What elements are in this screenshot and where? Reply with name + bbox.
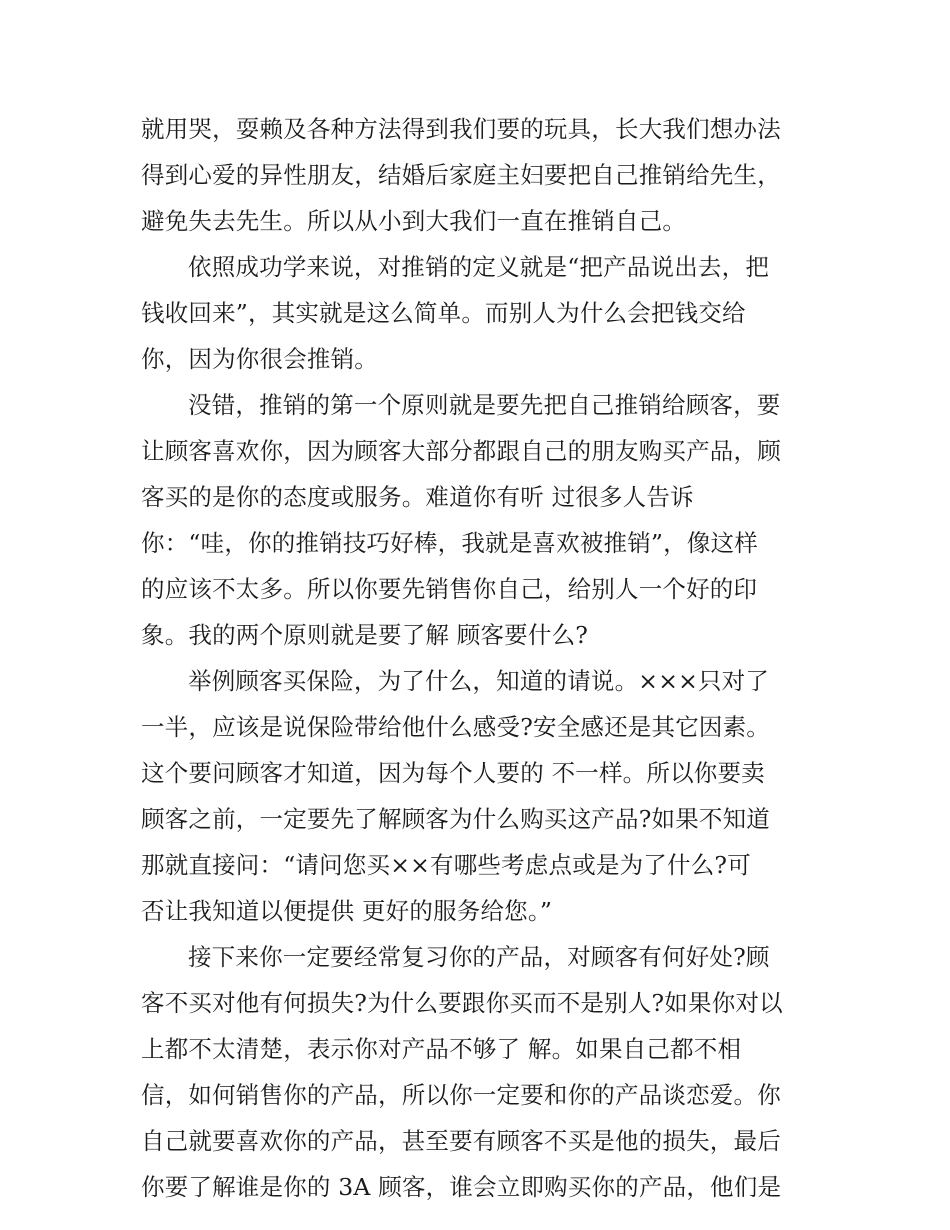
text-line: 避免失去先生。所以从小到大我们一直在推销自己。 xyxy=(141,207,687,235)
text-line: 客不买对他有何损失?为什么要跟你买而不是别人?如果你对以 xyxy=(141,989,783,1017)
text-line: 钱收回来”，其实就是这么简单。而别人为什么会把钱交给 xyxy=(141,299,746,327)
text-line: 就用哭，耍赖及各种方法得到我们要的玩具，长大我们想办法 xyxy=(141,115,781,143)
paragraph-first-line: 举例顾客买保险，为了什么，知道的请说。×××只对了 xyxy=(188,667,770,695)
text-line: 信，如何销售你的产品，所以你一定要和你的产品谈恋爱。你 xyxy=(141,1081,781,1109)
text-line: 顾客之前，一定要先了解顾客为什么购买这产品?如果不知道 xyxy=(141,805,770,833)
paragraph-first-line: 没错，推销的第一个原则就是要先把自己推销给顾客，要 xyxy=(188,391,781,419)
text-line: 这个要问顾客才知道，因为每个人要的 不一样。所以你要卖 xyxy=(141,759,765,787)
text-line: 客买的是你的态度或服务。难道你有听 过很多人告诉 xyxy=(141,483,694,511)
text-line: 你：“哇，你的推销技巧好棒，我就是喜欢被推销”，像这样 xyxy=(141,529,758,557)
text-line: 你要了解谁是你的 3A 顾客，谁会立即购买你的产品，他们是 xyxy=(141,1173,782,1201)
text-line: 让顾客喜欢你，因为顾客大部分都跟自己的朋友购买产品，顾 xyxy=(141,437,781,465)
text-line: 一半，应该是说保险带给他什么感受?安全感还是其它因素。 xyxy=(141,713,770,741)
text-line: 否让我知道以便提供 更好的服务给您。” xyxy=(141,897,553,925)
text-line: 你，因为你很会推销。 xyxy=(141,345,378,373)
paragraph-first-line: 依照成功学来说，对推销的定义就是“把产品说出去，把 xyxy=(188,253,770,281)
text-line: 那就直接问：“请问您买××有哪些考虑点或是为了什么?可 xyxy=(141,851,751,879)
text-line: 得到心爱的异性朋友，结婚后家庭主妇要把自己推销给先生， xyxy=(141,161,781,189)
paragraph-first-line: 接下来你一定要经常复习你的产品，对顾客有何好处?顾 xyxy=(188,943,770,971)
text-line: 的应该不太多。所以你要先销售你自己，给别人一个好的印 xyxy=(141,575,758,603)
text-line: 上都不太清楚，表示你对产品不够了 解。如果自己都不相 xyxy=(141,1035,742,1063)
body-text xyxy=(141,106,821,1210)
text-line: 象。我的两个原则就是要了解 顾客要什么? xyxy=(141,621,589,649)
text-line: 自己就要喜欢你的产品，甚至要有顾客不买是他的损失，最后 xyxy=(141,1127,781,1155)
